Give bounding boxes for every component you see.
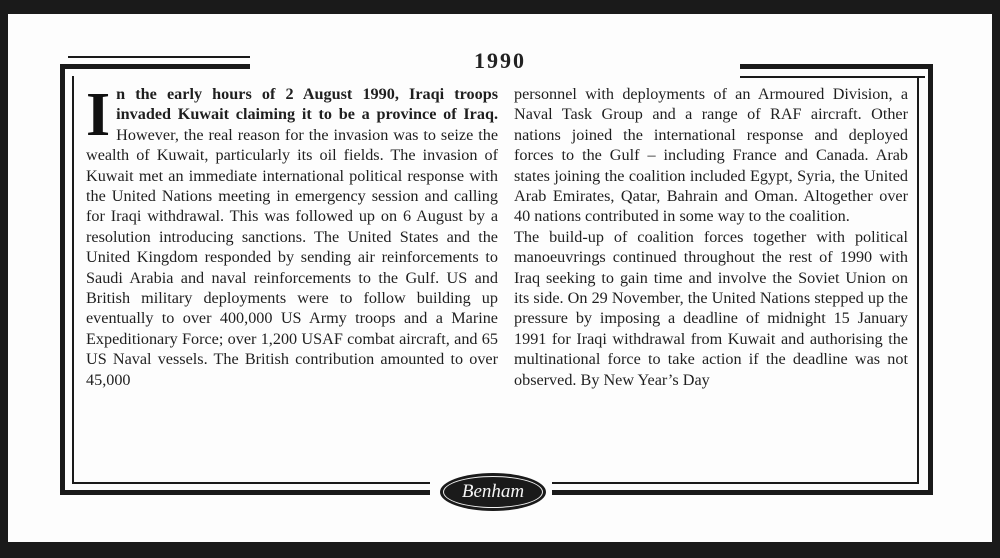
benham-logo: [440, 473, 546, 511]
page-title: 1990: [474, 48, 526, 73]
right-column: [514, 84, 908, 390]
paragraph-2: The build-up of coalition forces together with political manoeuvrings continued throughout the rest of 1990 with Iraq seeking to gain time and involve the Soviet Union on its side. On 29 November, the United Nations stepped up the pressure by imposing a deadline of midnight 15 January 1991 for Iraqi withdrawal from Kuwait and authorising the multinational force to take action if the deadline was not observed. By New Year’s Day: [514, 227, 908, 389]
logo-text: Benham: [443, 476, 543, 508]
left-column: [86, 81, 498, 390]
lead-text: n the early hours of 2 August 1990, Iraqi troops invaded Kuwait claiming it to be a province of Iraq.: [116, 85, 498, 124]
intro-paragraph: [86, 81, 498, 390]
body-text: However, the real reason for the invasion was to seize the wealth of Kuwait, particularly its oil fields. The invasion of Kuwait met an immediate international political response with the United Nations meeting in emergency session and calling for Iraqi withdrawal. This was followed up on 6 August by a resolution introducing sanctions. The United States and the United Kingdom responded by sending air reinforcements to Saudi Arabia and naval reinforcements to the Gulf. US and British military deployments were to follow building up eventually to over 400,000 US Army troops and a Marine Expeditionary Force; over 1,200 USAF combat aircraft, and 65 US Naval vessels. The British contribution amounted to over 45,000: [86, 125, 498, 389]
drop-cap: I: [86, 81, 111, 149]
paragraph-1: personnel with deployments of an Armoured Division, a Naval Task Group and a range of RAF aircraft. Other nations joined the international response and deployed forces to the Gulf – including France and Canada. Arab states joining the coalition included Egypt, Syria, the United Arab Emirates, Qatar, Bahrain and Oman. Altogether over 40 nations contributed in some way to the coalition.: [514, 85, 908, 226]
